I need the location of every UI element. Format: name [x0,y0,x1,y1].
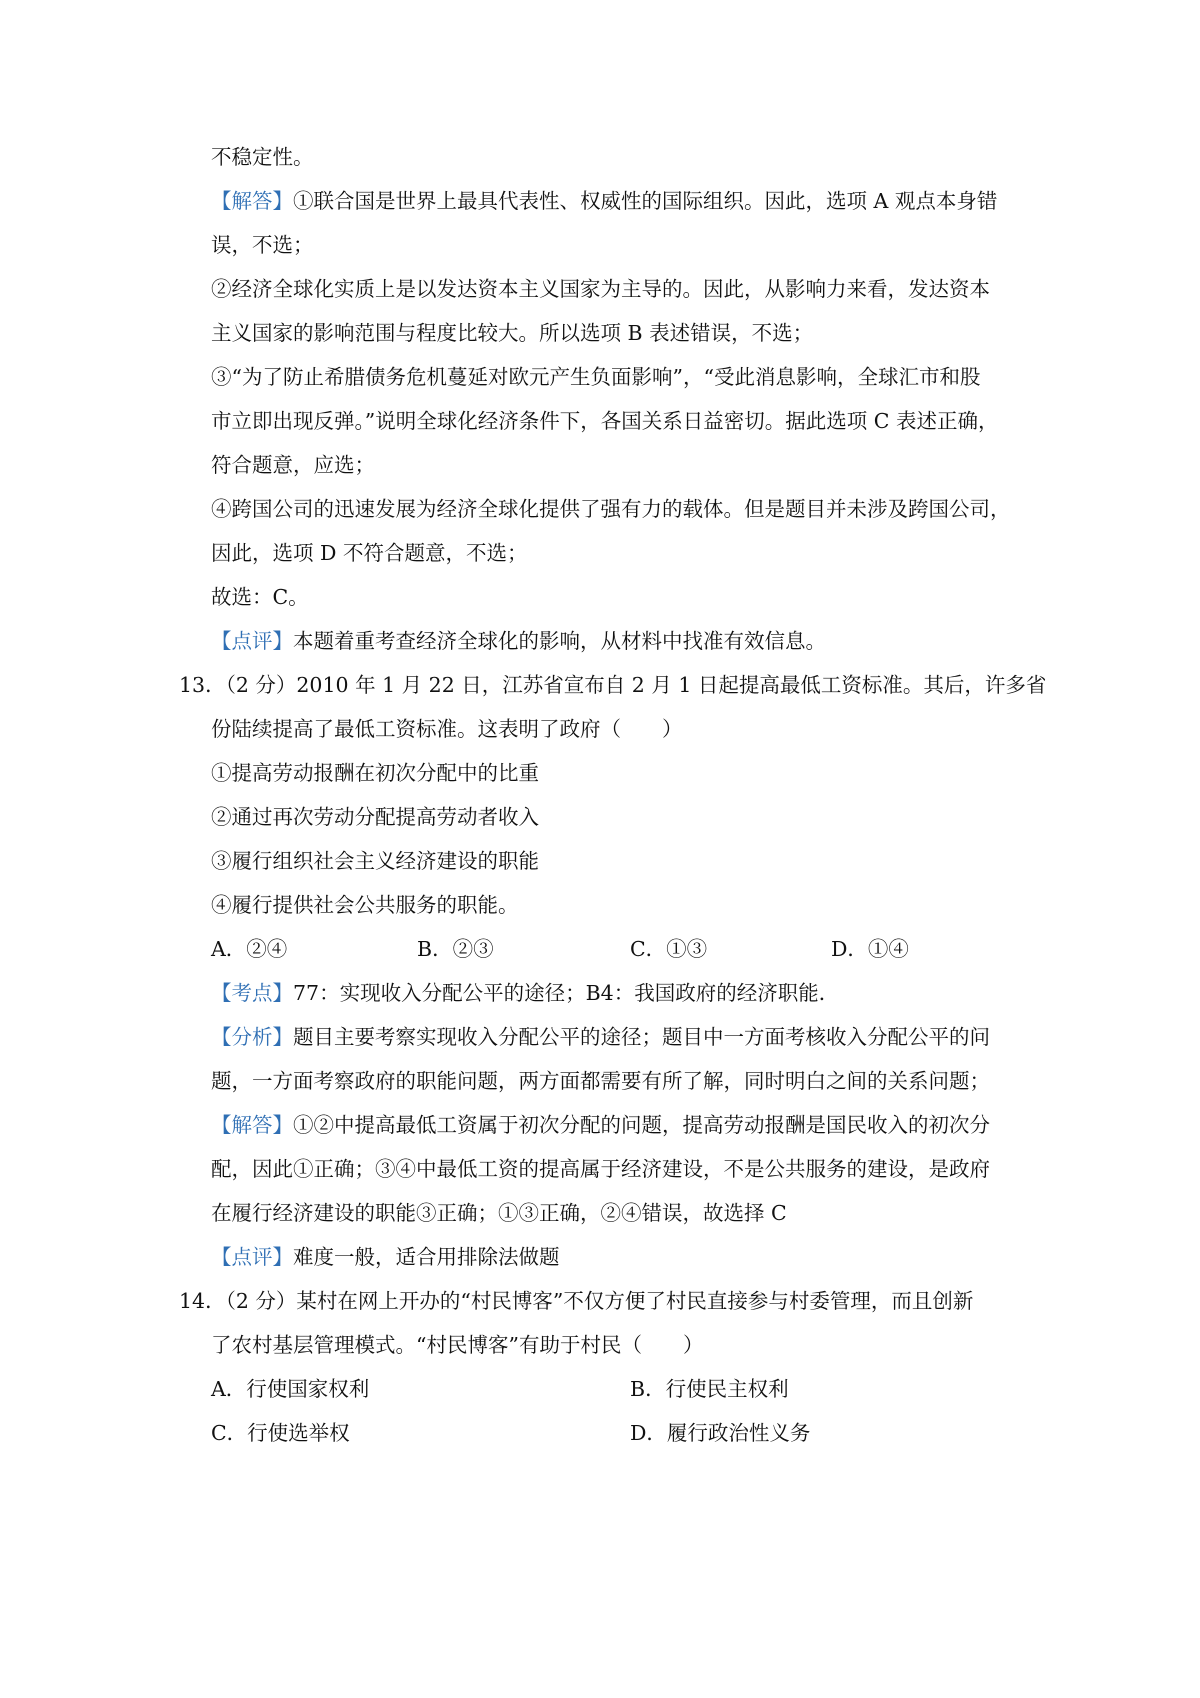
q13-item-4: ④履行提供社会公共服务的职能。 [211,893,519,917]
q13-analysis-line-2: 题，一方面考察政府的职能问题，两方面都需要有所了解，同时明白之间的关系问题； [211,1069,990,1093]
q14-option-c: C．行使选举权 [211,1421,350,1445]
q13-item-1: ①提高劳动报酬在初次分配中的比重 [211,761,539,785]
q13-review-line [211,1243,1031,1271]
q13-stem-line-1: 13．（2 分）2010 年 1 月 22 日，江苏省宣布自 2 月 1 日起提高最低工资标准。其后，许多省 [179,673,1047,697]
q13-analysis-text-1: 题目主要考察实现收入分配公平的途径；题目中一方面考核收入分配公平的问 [293,1025,990,1049]
q12-p2-line-2: 主义国家的影响范围与程度比较大。所以选项 B 表述错误，不选； [211,321,814,345]
review-tag: 【点评】 [211,629,293,653]
q14-stem-line-1: 14．（2 分）某村在网上开办的“村民博客”不仅方便了村民直接参与村委管理，而且创新 [179,1289,974,1313]
q13-point-text: 77：实现收入分配公平的途径；B4：我国政府的经济职能． [293,981,840,1005]
q12-answer-text-1: ①联合国是世界上最具代表性、权威性的国际组织。因此，选项 A 观点本身错 [293,189,998,213]
q12-p4-line-1: ④跨国公司的迅速发展为经济全球化提供了强有力的载体。但是题目并未涉及跨国公司， [211,497,1011,521]
q13-option-d: D．①④ [831,937,909,961]
q14-option-b: B．行使民主权利 [630,1377,789,1401]
q13-option-b: B．②③ [417,937,494,961]
q12-answer-line-2: 误，不选； [211,233,314,257]
analysis-tag: 【分析】 [211,1025,293,1049]
point-tag: 【考点】 [211,981,293,1005]
q13-option-a: A．②④ [211,937,288,961]
q14-option-a: A．行使国家权利 [211,1377,370,1401]
q14-option-d: D．履行政治性义务 [630,1421,811,1445]
q12-final-answer: 故选：C。 [211,585,309,609]
q13-review-text: 难度一般，适合用排除法做题 [293,1245,560,1269]
q13-answer-line-2: 配，因此①正确；③④中最低工资的提高属于经济建设，不是公共服务的建设，是政府 [211,1157,990,1181]
q12-p3-line-3: 符合题意，应选； [211,453,375,477]
q13-answer-text-1: ①②中提高最低工资属于初次分配的问题，提高劳动报酬是国民收入的初次分 [293,1113,990,1137]
q13-answer-line-3: 在履行经济建设的职能③正确；①③正确，②④错误，故选择 C [211,1201,787,1225]
q13-stem-line-2: 份陆续提高了最低工资标准。这表明了政府（ ） [211,717,683,741]
q12-p2-line-1: ②经济全球化实质上是以发达资本主义国家为主导的。因此，从影响力来看，发达资本 [211,277,990,301]
review-tag: 【点评】 [211,1245,293,1269]
q13-item-2: ②通过再次劳动分配提高劳动者收入 [211,805,539,829]
q13-answer-line-1 [211,1111,1031,1139]
q12-p3-line-1: ③“为了防止希腊债务危机蔓延对欧元产生负面影响”，“受此消息影响，全球汇市和股 [211,365,981,389]
q12-answer-line-1 [211,187,1031,215]
q12-review-line [211,627,1031,655]
q12-p3-line-2: 市立即出现反弹。”说明全球化经济条件下，各国关系日益密切。据此选项 C 表述正确， [211,409,999,433]
q12-intro-line: 不稳定性。 [211,145,314,169]
q13-item-3: ③履行组织社会主义经济建设的职能 [211,849,539,873]
q12-review-text: 本题着重考查经济全球化的影响，从材料中找准有效信息。 [293,629,826,653]
answer-tag: 【解答】 [211,1113,293,1137]
q13-analysis-line-1 [211,1023,1031,1051]
q13-option-c: C．①③ [630,937,708,961]
q13-point-line [211,979,1031,1007]
answer-tag: 【解答】 [211,189,293,213]
q12-p4-line-2: 因此，选项 D 不符合题意，不选； [211,541,528,565]
q14-stem-line-2: 了农村基层管理模式。“村民博客”有助于村民（ ） [211,1333,704,1357]
